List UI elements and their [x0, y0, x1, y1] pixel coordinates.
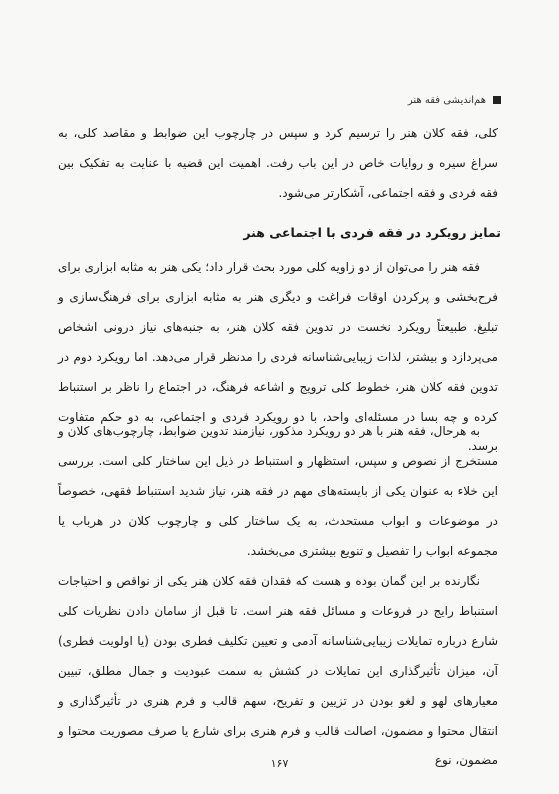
- running-title: هم‌اندیشی فقه هنر: [407, 95, 486, 106]
- page-number: ۱۶۷: [270, 757, 289, 770]
- running-header: [61, 95, 501, 111]
- paragraph-1-text: کلی، فقه کلان هنر را ترسیم کرد و سپس در چارچوب این ضوابط و مقاصد کلی، به سراغ سیره و روایات خاص در این باب رفت. اهمیت این قضیه با عنایت به تفکیک بین فقه فردی و فقه اجتماعی، آشکارتر می‌شود.: [58, 126, 498, 200]
- paragraph-4: [58, 567, 498, 776]
- paragraph-1: [58, 119, 498, 209]
- section-heading: تمایز رویکرد در فقه فردی با اجتماعی هنر: [243, 225, 501, 240]
- paragraph-3: [58, 417, 498, 567]
- paragraph-4-text: نگارنده بر این گمان بوده و هست که فقدان فقه کلان هنر یکی از نواقص و احتیاجات استنباط رایج در فروعات و مسائل فقه هنر است. تا قبل از سامان دادن نظریات کلی شارع درباره تمایلات زیبایی‌شناسانه آدمی و تعیین تکلیف فطری بودن (یا اولویت فطری) آن، میزان تأثیرگذاری این تمایلات در کشش به سمت عبودیت و جمال مطلق، تبیین معیارهای لهو و لغو بودن در تزیین و تفریح، سهم قالب و فرم هنری در تأثیرگذاری و انتقال محتوا و مضمون، اصالت قالب و فرم هنری برای شارع یا صرف مصوریت محتوا و مضمون، نوع: [58, 574, 498, 768]
- header-bullet-icon: [493, 96, 501, 104]
- paragraph-3-text: به هرحال، فقه هنر با هر دو رویکرد مذکور، نیازمند تدوین ضوابط، چارچوب‌های کلان و مستخرج از نصوص و سپس، استظهار و استنباط در ذیل این ساختار کلی است. بررسی این خلاء به عنوان یکی از بایسته‌های مهم در فقه هنر، نیاز شدید استنباط فقهی، خصوصاً در موضوعات و ابواب مستحدث، به یک ساختار کلی و چارچوب کلان در هرباب یا مجموعه ابواب را تفصیل و تنویع بیشتری می‌بخشد.: [58, 424, 498, 558]
- paragraph-2-text: فقه هنر را می‌توان از دو زاویه کلی مورد بحث قرار داد؛ یکی هنر به مثابه ابزاری برای فرح‌بخشی و پرکردن اوقات فراغت و دیگری هنر به مثابه ابزاری برای فرهنگ‌سازی و تبلیغ. طبیعتاً رویکرد نخست در تدوین فقه کلان هنر، به جنبه‌های نیاز درونی اشخاص می‌پردازد و بیشتر، لذات زیبایی‌شناسانه فردی را مدنظر قرار می‌دهد. اما رویکرد دوم در تدوین فقه کلان هنر، خطوط کلی ترویج و اشاعه فرهنگ، در اجتماع را ناظر بر استنباط کرده و چه بسا در مسئله‌ای واحد، با دو رویکرد فردی و اجتماعی، به دو حکم متفاوت برسد.: [58, 260, 498, 454]
